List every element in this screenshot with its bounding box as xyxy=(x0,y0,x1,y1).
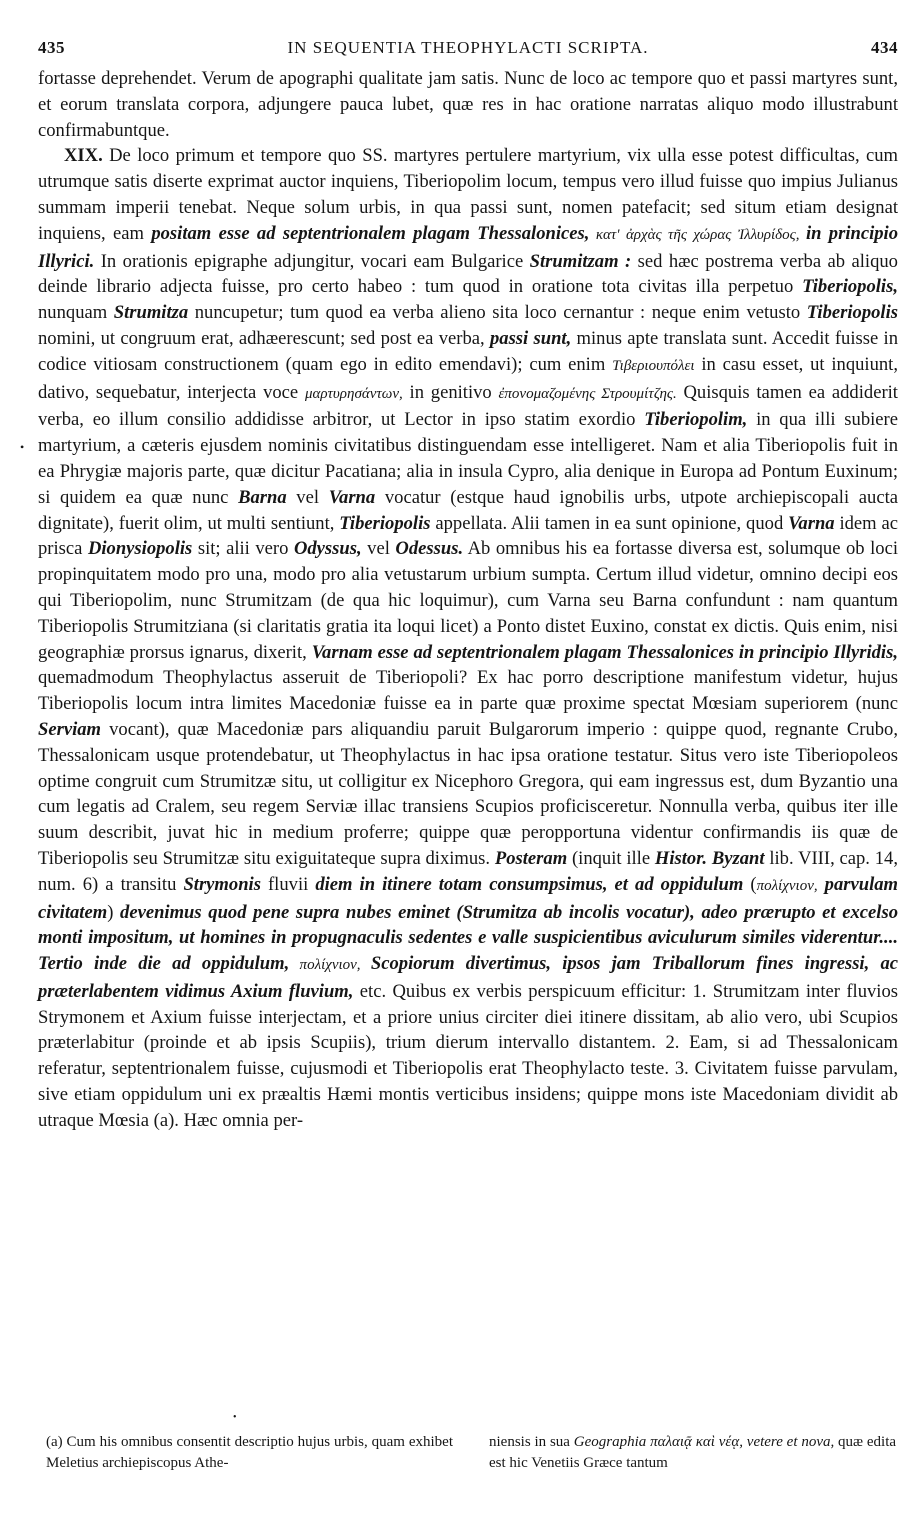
greek-text: παλαιᾷ καὶ νέᾳ, xyxy=(646,1434,747,1450)
footnote xyxy=(46,1432,896,1474)
greek-text: μαρτυρησάντων, xyxy=(304,385,403,402)
footnote-separator: • xyxy=(233,1412,237,1423)
footnote-right-column: niensis in sua Geographia παλαιᾷ καὶ νέᾳ, vetere et nova, quæ edita est hic Venetiis Græce tantum xyxy=(489,1434,897,1471)
body-text xyxy=(38,66,898,1134)
greek-text: Τιβεριουπόλει xyxy=(612,357,695,374)
greek-text: κατ' ἀρχὰς τῆς χώρας Ἰλλυρίδος, xyxy=(589,226,806,243)
paragraph-section-xix: XIX. De loco primum et tempore quo SS. martyres pertulere martyrium, vix ulla esse potest difficultas, cum utrumque satis diserte exprimat auctor inquiens, Tiberiopolim locum, tempus vero illud fuisse quo impius Julianus summam imperii tenebat. Neque solum urbis, in qua passi sunt, nomen patefacit; sed situm etiam designat inquiens, eam positam esse ad septentrionalem plagam Thessalonices, κατ' ἀρχὰς τῆς χώρας Ἰλλυρίδος, in principio Illyrici. In orationis epigraphe adjungitur, vocari eam Bulgarice Strumitzam : sed hæc postrema verba ab aliquo deinde librario adjecta fuisse, pro certo habeo : tum quod in oratione tota civitas illa perpetuo Tiberiopolis, nunquam Strumitza nuncupetur; tum quod ea verba alieno sita loco cernantur : neque enim vetusto Tiberiopolis nomini, ut congruum erat, adhæerescunt; sed post ea verba, passi sunt, minus apte translata sunt. Accedit fuisse in codice vitiosam constructionem (quam ego in edito emendavi); cum enim Τιβεριουπόλει in casu esset, ut inquiunt, dativo, sequebatur, interjecta voce μαρτυρησάντων, in genitivo ἐπονομαζομένης Στρουμίτζης. Quisquis tamen ea addiderit verba, eo illum consilio addidisse arbitror, ut Lector in ipso statim exordio Tiberiopolim, in qua illi subiere martyrium, a cæteris ejusdem nominis civitatibus distinguendam esse intelligeret. Nam et alia Tiberiopolis fuit in ea Phrygiæ majoris parte, quæ dicitur Pacatiana; alia in insula Cypro, alia denique in Europa ad Pontum Euxinum; si quidem ea quæ nunc Barna vel Varna vocatur (estque haud ignobilis urbs, utpote archiepiscopali aucta dignitate), fuerit olim, ut multi sentiunt, Tiberiopolis appellata. Alii tamen in ea sunt opinione, quod Varna idem ac prisca Dionysiopolis sit; alii vero Odyssus, vel Odessus. Ab omnibus his ea fortasse diversa est, solumque ob loci propinquitatem modo pro una, modo pro alia vetustarum urbium sumpta. Certum illud videtur, omnino decipi eos qui Tiberiopolim, nunc Strumitzam (de qua hic loquimur), cum Varna seu Barna confundunt : nam quantum Tiberiopolis Strumitziana (si claritatis gratia ita loqui licet) a Ponto distet Euxino, constat ex dictis. Quis enim, nisi geographiæ prorsus ignarus, dixerit, Varnam esse ad septentrionalem plagam Thessalonices in principio Illyridis, quemadmodum Theophylactus asseruit de Tiberiopoli? Ex hac porro descriptione manifestum videtur, hujus Tiberiopolis locum intra limites Macedoniæ fuisse ea in parte quæ proxime spectat Mœsiam superiorem (nunc Serviam vocant), quæ Macedoniæ pars aliquandiu paruit Bulgarorum imperio : quippe quod, regnante Crubo, Thessalonicam usque protendebatur, ut Theophylactus in hac ipsa oratione testatur. Situs vero iste Tiberiopoleos optime congruit cum Strumitzæ situ, ut colligitur ex Nicephoro Gregora, qui eam ingressus est, dum Byzantio una cum legatis ad Cralem, seu regem Serviæ illac transiens Scupios proficisceretur. Nonnulla verba, quibus iter ille suum describit, juvat hic in medium proferre; quippe quæ peropportuna videntur confirmandis iis quæ de Tiberiopolis seu Strumitzæ situ exiguitateque supra diximus. Posteram (inquit ille Histor. Byzant lib. VIII, cap. 14, num. 6) a transitu Strymonis fluvii diem in itinere totam consumpsimus, et ad oppidulum (πολίχνιον, parvulam civitatem) devenimus quod pene supra nubes eminet (Strumitza ab incolis vocatur), adeo prærupto et excelso monti impositum, ut homines in propugnaculis sedentes e valle suspicientibus aviculurum similes viderentur.... Tertio inde die ad oppidulum, πολίχνιον, Scopiorum divertimus, ipsos jam Triballorum fines ingressi, ac præterlabentem vidimus Axium fluvium, etc. Quibus ex verbis perspicuum efficitur: 1. Strumitzam inter fluvios Strymonem et Axium fuisse interjectam, et a priore unius circiter diei itinere dissitam, ab alio vero, ubi Scupios præterlabitur (proinde et ab ipsis Scupiis), trium dierum intervallo distantem. 2. Eam, si ad Thessalonicam referatur, septentrionalem fuisse, cujusmodi et Tiberiopolis erat Theophylacto teste. 3. Civitatem fuisse parvulam, sive etiam oppidulum uni ex præaltis Hæmi montis verticibus insidens; quippe mons iste Macedoniam dividit ab utraque Mœsia (a). Hæc omnia per- xyxy=(38,145,899,1131)
page-number-left: 435 xyxy=(38,38,65,57)
section-number: XIX. xyxy=(64,145,103,167)
greek-text: πολίχνιον, xyxy=(756,877,818,894)
margin-mark: • xyxy=(20,440,25,454)
footnote-left-column: (a) Cum his omnibus consentit descriptio hujus urbis, quam exhibet Meletius archiepiscopus Athe- xyxy=(46,1434,453,1471)
running-header xyxy=(38,38,898,66)
greek-text: ἐπονομαζομένης Στρουμίτζης. xyxy=(498,385,677,402)
page-number-right: 434 xyxy=(871,38,898,57)
greek-text: πολίχνιον, xyxy=(289,957,371,974)
running-title: IN SEQUENTIA THEOPHYLACTI SCRIPTA. xyxy=(287,38,649,57)
paragraph-continued: fortasse deprehendet. Verum de apographi qualitate jam satis. Nunc de loco ac tempore quo et passi martyres sunt, et eorum translata corpora, adjungere pauca lubet, quæ res in hac oratione narratas aliquo modo illustrabunt confirmabuntque. xyxy=(38,68,898,141)
